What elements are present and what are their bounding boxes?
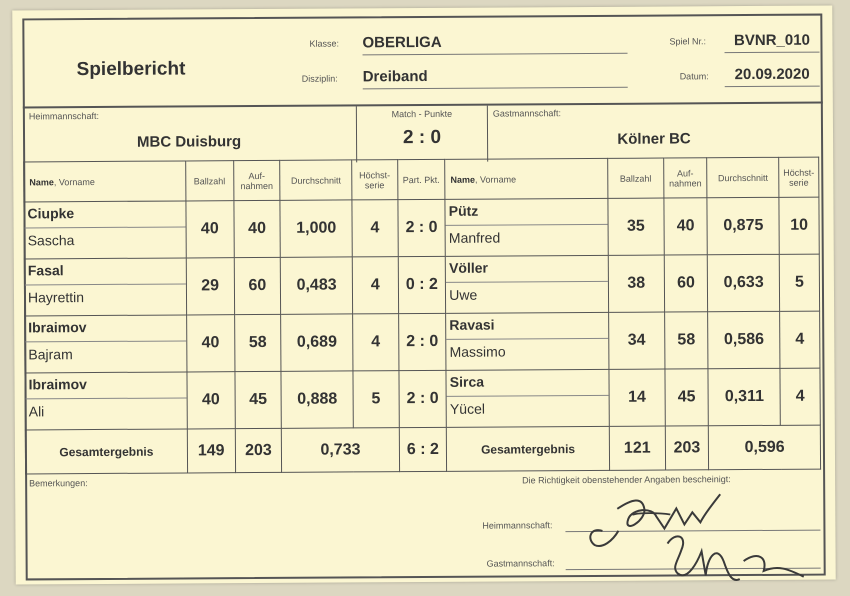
home-aufnahmen: 60 bbox=[234, 257, 281, 314]
gast-team: Kölner BC bbox=[617, 130, 691, 148]
home-durchschnitt: 0,888 bbox=[281, 371, 353, 428]
col-name-home: Name, Vorname bbox=[24, 161, 186, 202]
away-durchschnitt: 0,875 bbox=[707, 197, 779, 254]
results-table bbox=[23, 157, 821, 475]
disziplin-value: Dreiband bbox=[363, 67, 628, 90]
sheet-frame bbox=[22, 14, 825, 581]
home-durchschnitt: 1,000 bbox=[280, 200, 352, 257]
col-aufnahmen-home: Auf-nahmen bbox=[233, 160, 280, 200]
klasse-label: Klasse: bbox=[309, 38, 340, 49]
heim-sign-label: Heimmannschaft: bbox=[482, 520, 553, 531]
bestaetigung-text: Die Richtigkeit obenstehender Angaben bescheinigt: bbox=[522, 474, 731, 486]
away-durchschnitt: 0,586 bbox=[708, 311, 780, 368]
away-player: Ravasi Massimo bbox=[446, 312, 609, 370]
away-aufnahmen: 60 bbox=[664, 255, 708, 312]
match-points-label: Match - Punkte bbox=[391, 108, 453, 120]
datum-label: Datum: bbox=[679, 71, 709, 82]
col-durchschnitt-home: Durchschnitt bbox=[280, 160, 352, 200]
away-aufnahmen: 40 bbox=[664, 198, 708, 255]
col-partpkt: Part. Pkt. bbox=[397, 159, 445, 199]
away-aufnahmen: 58 bbox=[664, 312, 708, 369]
home-ballzahl: 40 bbox=[186, 201, 234, 258]
col-ballzahl-home: Ballzahl bbox=[186, 161, 234, 201]
home-hoechstserie: 4 bbox=[353, 314, 399, 371]
home-durchschnitt: 0,689 bbox=[281, 314, 353, 371]
home-aufnahmen: 45 bbox=[235, 371, 282, 428]
away-hoechstserie: 5 bbox=[779, 254, 819, 311]
away-hoechstserie: 10 bbox=[779, 197, 819, 254]
away-hoechstserie: 4 bbox=[780, 311, 820, 368]
home-total-label: Gesamtergebnis bbox=[25, 429, 187, 474]
col-hoechstserie-home: Höchst-serie bbox=[352, 160, 398, 200]
column-header-row bbox=[24, 157, 819, 202]
away-hoechstserie: 4 bbox=[780, 368, 820, 425]
away-player: Pütz Manfred bbox=[445, 198, 608, 256]
partie-punkte: 0 : 2 bbox=[398, 256, 446, 313]
disziplin-label: Disziplin: bbox=[301, 73, 338, 84]
home-player: Ciupke Sascha bbox=[24, 201, 186, 259]
away-ballzahl: 34 bbox=[609, 312, 665, 369]
partie-punkte: 2 : 0 bbox=[398, 313, 446, 370]
away-total-aufnahmen: 203 bbox=[665, 426, 709, 470]
home-ballzahl: 29 bbox=[186, 258, 234, 315]
signature-gast bbox=[647, 521, 827, 592]
table-row bbox=[25, 311, 820, 373]
table-row bbox=[25, 368, 820, 430]
home-total-aufnahmen: 203 bbox=[235, 428, 282, 472]
away-ballzahl: 14 bbox=[609, 369, 665, 426]
home-total-durchschnitt: 0,733 bbox=[282, 428, 400, 473]
home-durchschnitt: 0,483 bbox=[281, 257, 353, 314]
heim-label: Heimmannschaft: bbox=[28, 110, 99, 122]
heim-team: MBC Duisburg bbox=[136, 133, 242, 151]
table-row bbox=[24, 254, 819, 316]
home-player: Fasal Hayrettin bbox=[24, 258, 186, 316]
away-player: Völler Uwe bbox=[445, 255, 608, 313]
datum-value: 20.09.2020 bbox=[725, 66, 820, 88]
home-hoechstserie: 5 bbox=[353, 371, 399, 428]
away-aufnahmen: 45 bbox=[665, 369, 709, 426]
away-total-label: Gesamtergebnis bbox=[447, 426, 610, 471]
away-total-durchschnitt: 0,596 bbox=[709, 425, 821, 470]
away-player: Sirca Yücel bbox=[446, 369, 609, 427]
home-aufnahmen: 58 bbox=[234, 314, 281, 371]
score-sheet bbox=[12, 6, 835, 585]
col-hoechstserie-away: Höchst-serie bbox=[779, 157, 819, 197]
total-partie-punkte: 6 : 2 bbox=[399, 427, 447, 471]
home-total-ballzahl: 149 bbox=[187, 429, 235, 473]
spiel-nr-label: Spiel Nr.: bbox=[669, 36, 707, 47]
col-aufnahmen-away: Auf-nahmen bbox=[663, 158, 707, 198]
team-row bbox=[23, 102, 823, 165]
home-player: Ibraimov Bajram bbox=[25, 315, 187, 373]
match-points-box bbox=[356, 106, 488, 163]
away-ballzahl: 35 bbox=[608, 198, 664, 255]
home-ballzahl: 40 bbox=[187, 372, 235, 429]
home-player: Ibraimov Ali bbox=[25, 372, 187, 430]
table-row bbox=[24, 197, 819, 259]
match-score: 2 : 0 bbox=[402, 126, 442, 149]
klasse-value: OBERLIGA bbox=[362, 33, 627, 56]
away-ballzahl: 38 bbox=[608, 255, 664, 312]
home-ballzahl: 40 bbox=[186, 315, 234, 372]
home-aufnahmen: 40 bbox=[233, 200, 280, 257]
away-durchschnitt: 0,633 bbox=[708, 254, 780, 311]
spiel-nr-value: BVNR_010 bbox=[724, 32, 819, 54]
sheet-title: Spielbericht bbox=[76, 58, 186, 81]
gast-label: Gastmannschaft: bbox=[492, 108, 561, 119]
totals-row bbox=[25, 425, 820, 474]
bemerkungen-label: Bemerkungen: bbox=[29, 478, 88, 489]
col-name-away: Name, Vorname bbox=[445, 158, 608, 199]
away-total-ballzahl: 121 bbox=[609, 426, 665, 470]
away-durchschnitt: 0,311 bbox=[708, 368, 780, 425]
partie-punkte: 2 : 0 bbox=[399, 370, 447, 427]
gast-sign-label: Gastmannschaft: bbox=[486, 558, 555, 569]
col-durchschnitt-away: Durchschnitt bbox=[707, 157, 779, 197]
home-hoechstserie: 4 bbox=[352, 200, 398, 257]
partie-punkte: 2 : 0 bbox=[398, 199, 446, 256]
home-hoechstserie: 4 bbox=[352, 257, 398, 314]
col-ballzahl-away: Ballzahl bbox=[608, 158, 664, 198]
